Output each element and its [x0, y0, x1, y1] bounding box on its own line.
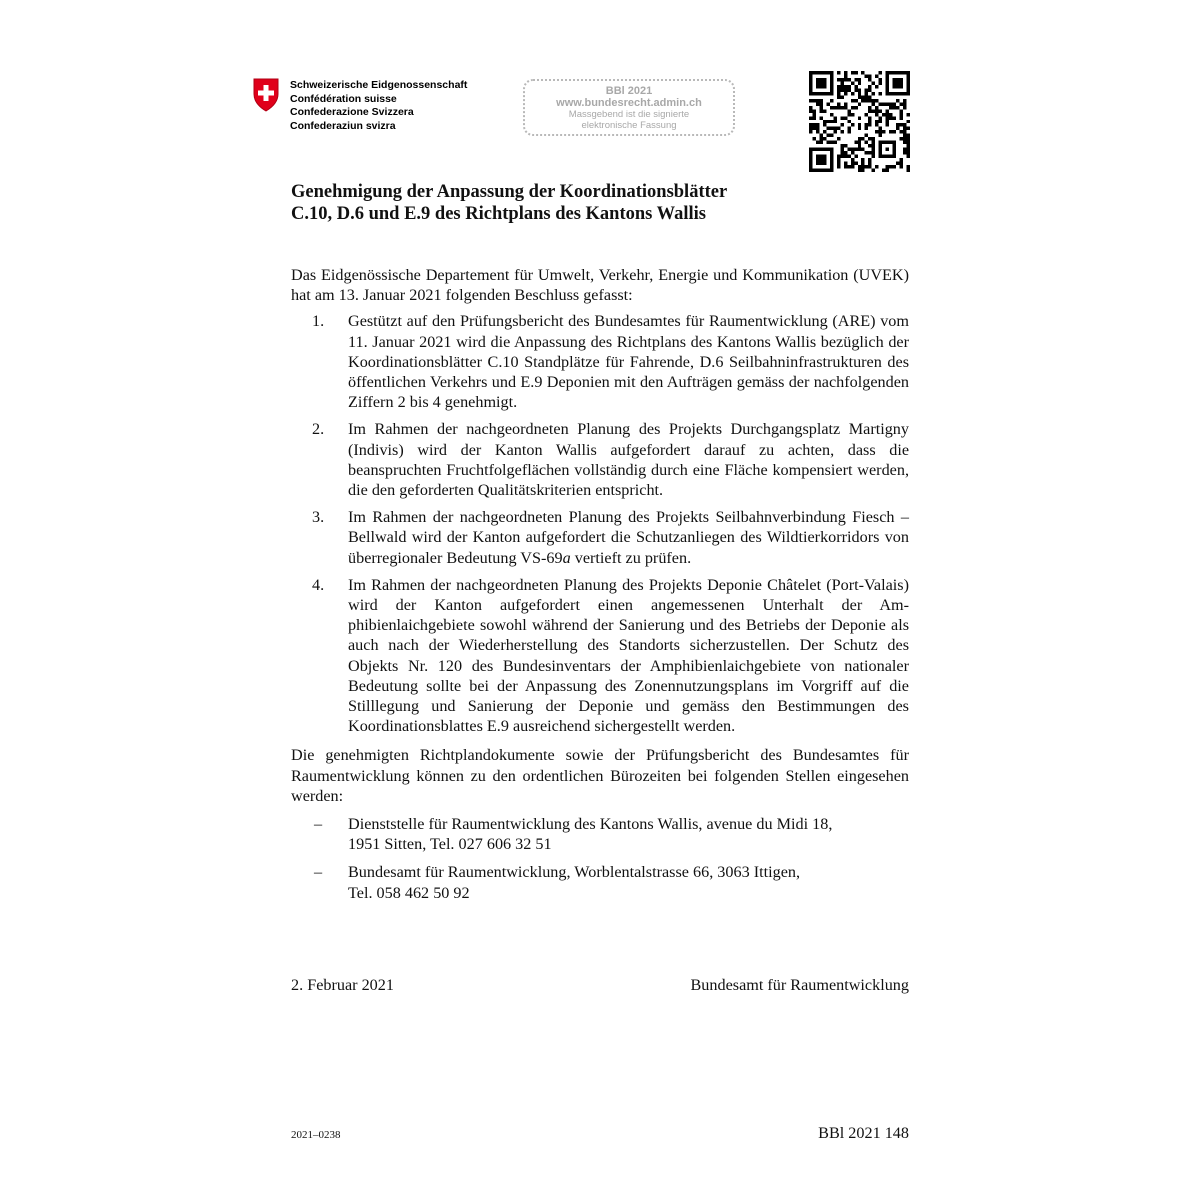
list-item	[291, 814, 909, 854]
item-number: 2.	[312, 420, 325, 439]
document-number: 2021–0238	[291, 1129, 341, 1141]
list-item	[291, 507, 909, 568]
item-text	[348, 508, 909, 566]
stamp-bbl: BBl 2021	[605, 85, 653, 97]
place-line-1: Dienststelle für Raumentwicklung des Kantons Wallis, avenue du Midi 18,	[348, 815, 833, 834]
stamp-note-1: Massgebend ist die signierte	[568, 109, 690, 120]
signing-authority: Bundesamt für Raumentwicklung	[690, 976, 909, 994]
item-number: 1.	[312, 312, 325, 331]
stamp-note-2: elektronische Fassung	[581, 120, 677, 131]
list-item	[291, 862, 909, 902]
confederation-line-de: Schweizerische Eidgenossenschaft	[290, 79, 468, 91]
document-body	[291, 265, 909, 911]
swiss-coat-of-arms-icon	[252, 78, 280, 117]
item-text-part: vertieft zu prüfen.	[570, 548, 692, 567]
confederation-line-fr: Confédération suisse	[290, 92, 397, 105]
list-item	[291, 419, 909, 500]
dash-bullet: –	[314, 863, 323, 882]
places-list	[291, 814, 909, 903]
list-item	[291, 575, 909, 737]
bbl-reference: BBl 2021 148	[818, 1124, 909, 1142]
title-line-1: Genehmigung der Anpassung der Koordinationsblätter	[291, 182, 728, 202]
confederation-line-rm: Confederaziun svizra	[290, 119, 396, 132]
availability-paragraph: Die genehmigten Richtplandokumente sowie der Prüfungsbericht des Bundesamtes für Raumentwicklung können zu den ordentlichen Bürozeiten bei folgenden Stellen eingesehen werden:	[291, 746, 909, 805]
item-text: Im Rahmen der nachgeordneten Planung des Projekts Deponie Châtelet (Port-Valais) wird der Kanton aufgefordert einen angemessenen Unterhalt der Amphibienlaichgebiete sowohl während der Sanierung und des Betriebs der Deponie als auch nach der Wiederherstellung des Standorts sicherzustellen. Der Schutz des Objekts Nr. 120 des Bundesinventars der Amphibienlaichgebiete von nationaler Bedeutung sollte bei der Anpassung des Zonennutzungsplans im Vorgriff auf die Stilllegung und Sanierung der Deponie und gemäss den Bestimmungen des Koordinationsblattes E.9 ausreichend sichergestellt werden.	[348, 575, 909, 736]
signature-date: 2. Februar 2021	[291, 976, 394, 994]
confederation-wordmark	[290, 79, 467, 133]
qr-code-icon	[809, 71, 910, 172]
item-text: Gestützt auf den Prüfungsbericht des Bundesamtes für Raumentwicklung (ARE) vom 11. Januar 2021 wird die Anpassung des Richtplans des Kantons Wallis bezüglich der Koordinationsblätter C.10 Standplätze für Fahrende, D.6 Seilbahninfrastrukturen des öffentlichen Verkehrs und E.9 Deponien mit den Aufträgen gemäss der nachfolgenden Ziffern 2 bis 4 genehmigt.	[348, 312, 909, 412]
title-line-2: C.10, D.6 und E.9 des Richtplans des Kantons Wallis	[291, 204, 706, 224]
page-title	[291, 181, 911, 225]
decision-list	[291, 311, 909, 736]
item-number: 4.	[312, 575, 325, 594]
place-line-1: Bundesamt für Raumentwicklung, Worblentalstrasse 66, 3063 Ittigen,	[348, 863, 801, 882]
place-line-2: 1951 Sitten, Tel. 027 606 32 51	[348, 835, 552, 854]
intro-paragraph: Das Eidgenössische Departement für Umwelt, Verkehr, Energie und Kommunikation (UVEK) hat am 13. Januar 2021 folgenden Beschluss gefasst:	[291, 266, 909, 305]
stamp-url[interactable]: www.bundesrecht.admin.ch	[556, 97, 702, 109]
item-number: 3.	[312, 508, 325, 527]
confederation-line-it: Confederazione Svizzera	[290, 106, 414, 118]
place-line-2: Tel. 058 462 50 92	[348, 883, 470, 902]
item-text-italic: a	[562, 548, 571, 567]
item-text: Im Rahmen der nachgeordneten Planung des Projekts Durchgangsplatz Martigny (Indivis) wird der Kanton Wallis aufgefordert darauf zu achten, dass die beanspruchten Fruchtfolgeflächen vollständig durch eine Fläche kompensiert werden, die den geforderten Qualitätskriterien entspricht.	[348, 420, 909, 500]
item-text-part: Im Rahmen der nachgeordneten Planung des Projekts Seilbahnverbindung Fiesch – Bellwald wird der Kanton aufgefordert die Schutzanliegen des Wildtierkorridors von überregionaler Bedeutung VS-69	[348, 508, 909, 567]
list-item	[291, 311, 909, 412]
publication-stamp	[523, 79, 735, 136]
dash-bullet: –	[314, 815, 323, 834]
